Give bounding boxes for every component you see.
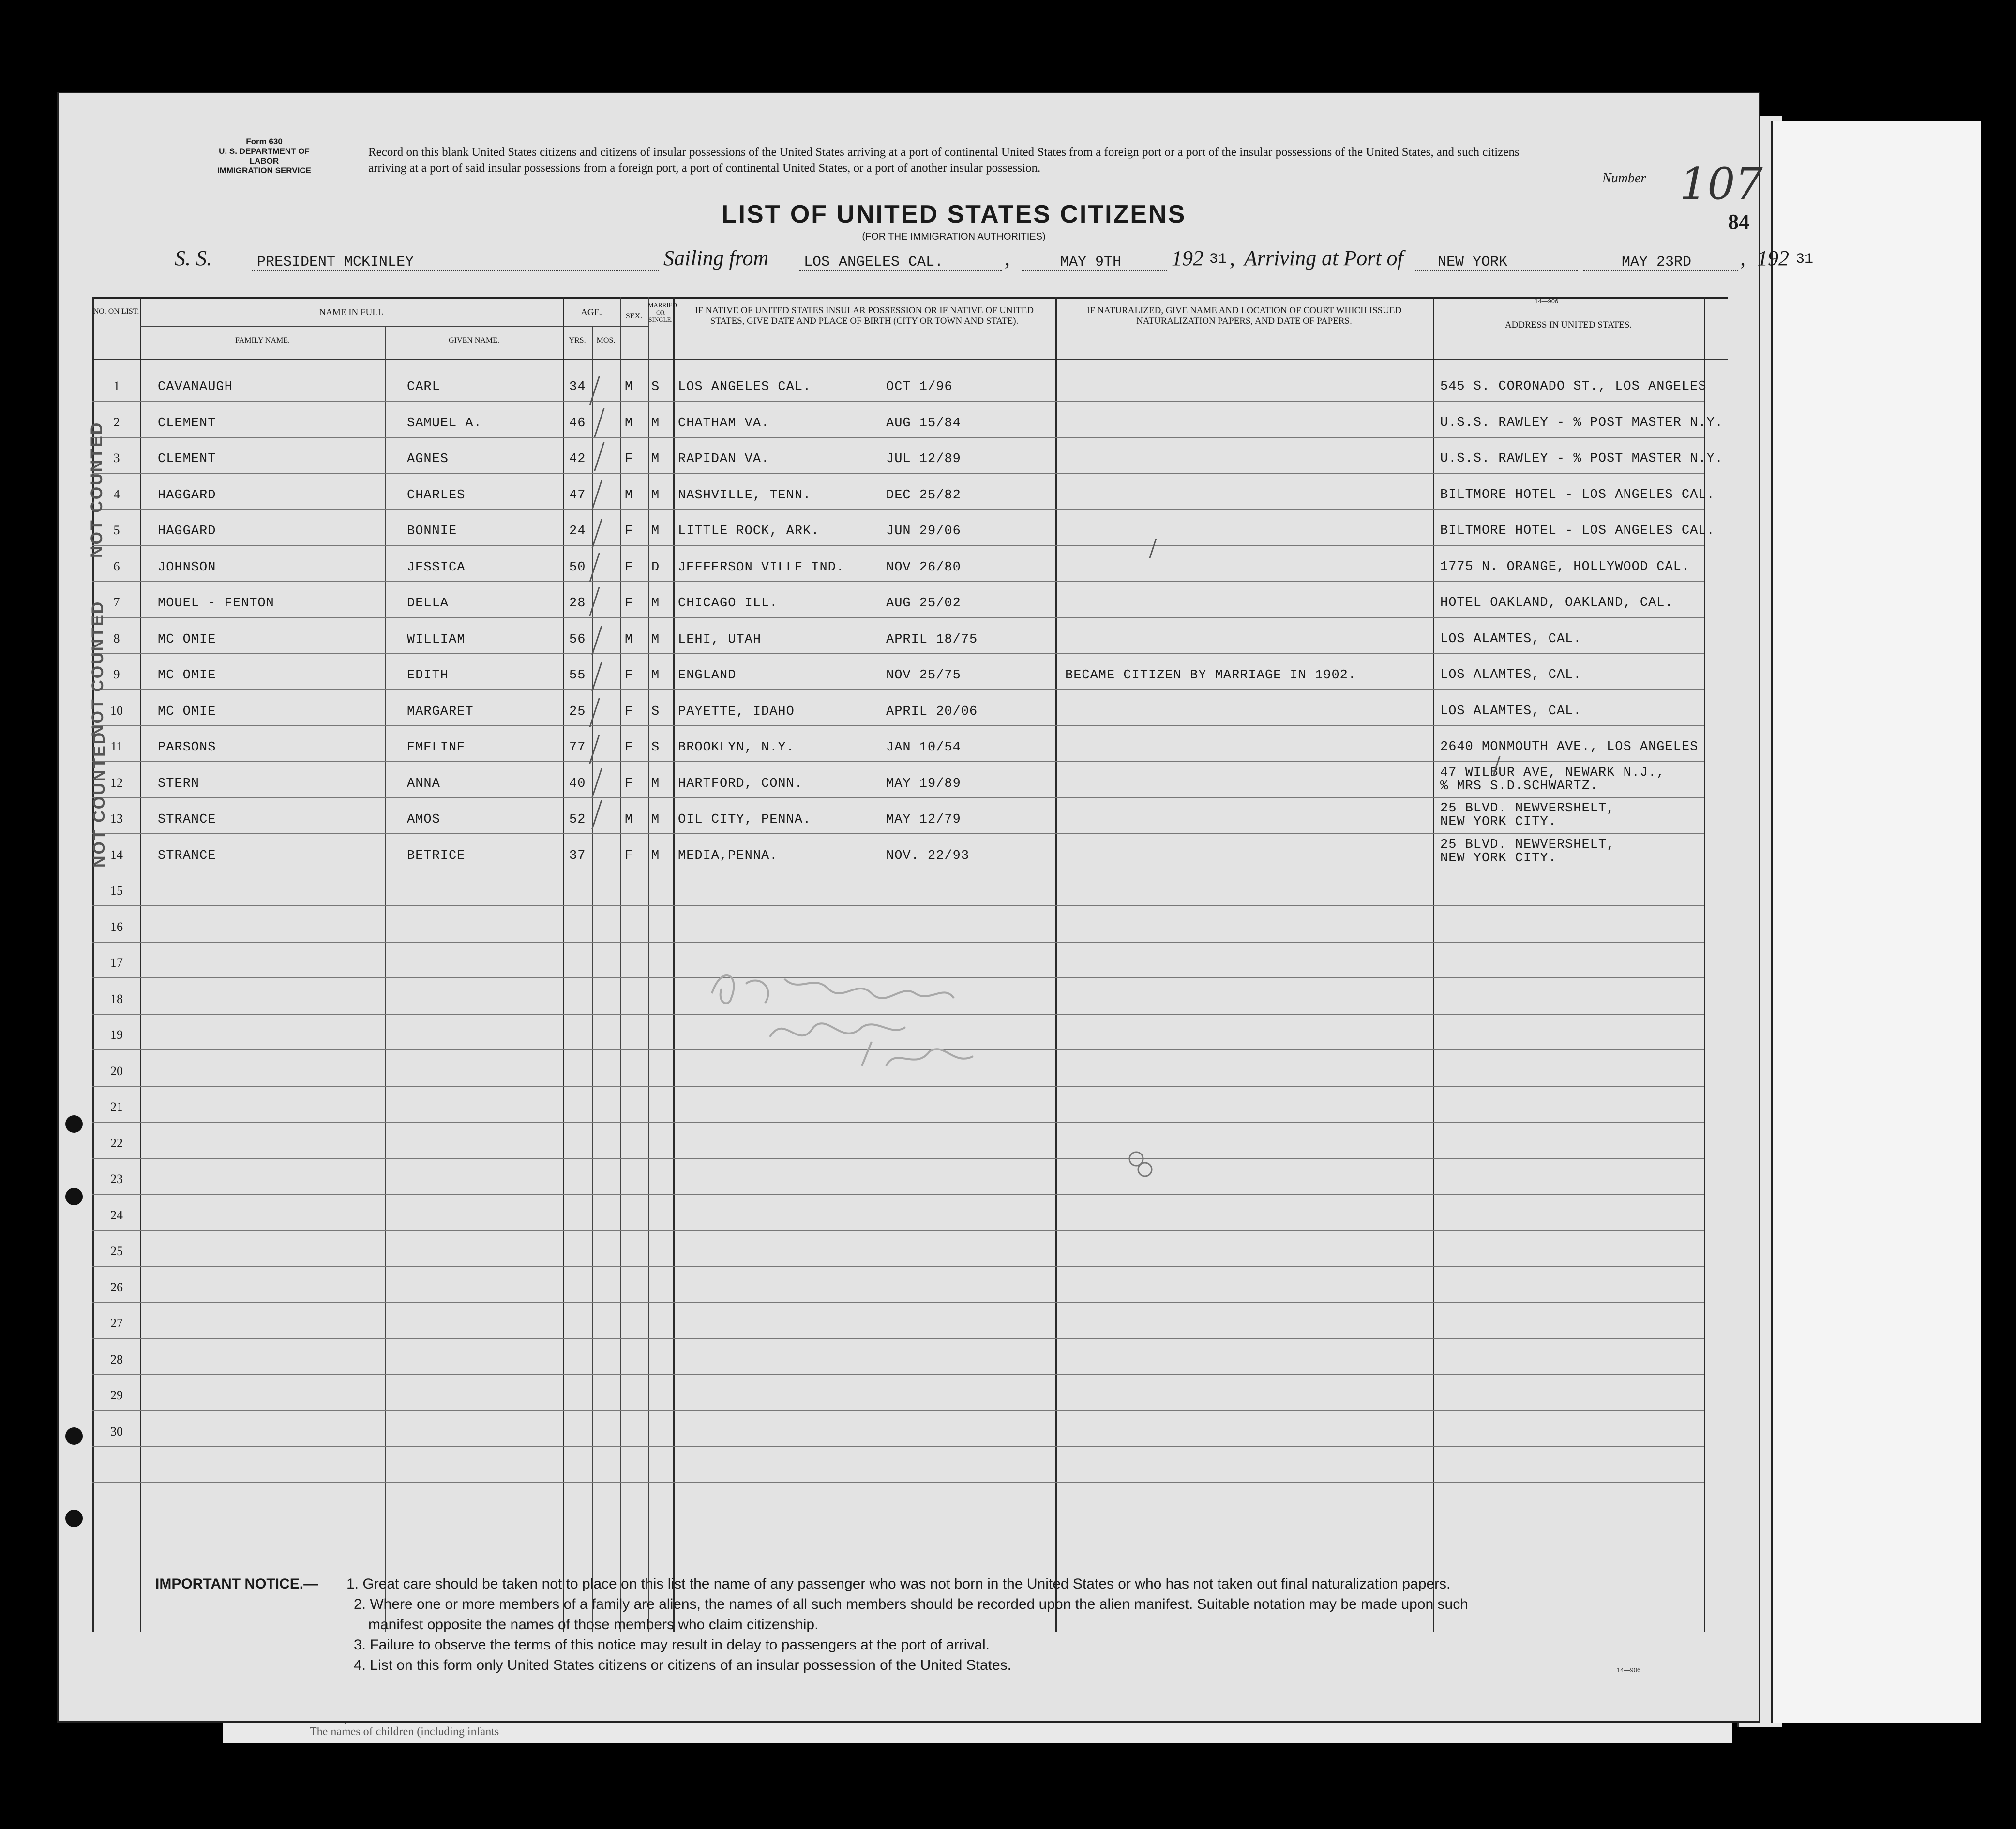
sex: F xyxy=(625,776,633,791)
empty-row-number: 24 xyxy=(110,1208,123,1222)
birth-date: JUN 29/06 xyxy=(886,524,961,539)
family-name: HAGGARD xyxy=(158,524,216,539)
us-address: LOS ALAMTES, CAL. xyxy=(1440,631,1582,646)
arrive-year-prefix: 192 xyxy=(1757,246,1789,270)
sailing-label: Sailing from xyxy=(663,246,769,270)
birth-place: LOS ANGELES CAL. xyxy=(678,380,812,394)
us-address: 25 BLVD. NEWVERSHELT, NEW YORK CITY. xyxy=(1440,801,1615,829)
empty-row-number: 27 xyxy=(110,1316,123,1330)
notice-item-1: 1. Great care should be taken not to place on this list the name of any passenger who was not born in the United States or who has not taken out final naturalization papers. xyxy=(346,1576,1451,1592)
sex: M xyxy=(625,812,633,827)
form-number: Form 630 xyxy=(246,137,283,146)
birth-place: LITTLE ROCK, ARK. xyxy=(678,524,820,539)
birth-place: NASHVILLE, TENN. xyxy=(678,488,812,503)
punch-hole xyxy=(65,1510,83,1527)
empty-row-number: 20 xyxy=(110,1064,123,1078)
header-age: AGE. xyxy=(581,307,602,317)
given-name: WILLIAM xyxy=(407,632,466,647)
family-name: CLEMENT xyxy=(158,416,216,431)
birth-place: JEFFERSON VILLE IND. xyxy=(678,560,845,575)
birth-place: RAPIDAN VA. xyxy=(678,452,770,466)
family-name: CLEMENT xyxy=(158,452,216,466)
to-port: NEW YORK xyxy=(1438,254,1508,270)
age-years: 52 xyxy=(569,812,586,827)
marital-status: S xyxy=(651,380,660,394)
row-rule xyxy=(92,1230,1704,1231)
service-name: IMMIGRATION SERVICE xyxy=(217,166,311,175)
us-address: U.S.S. RAWLEY - % POST MASTER N.Y. xyxy=(1440,415,1723,430)
row-rule xyxy=(92,1374,1704,1375)
ship-underline xyxy=(252,270,659,271)
marital-status: S xyxy=(651,704,660,719)
us-address: BILTMORE HOTEL - LOS ANGELES CAL. xyxy=(1440,524,1715,538)
row-rule xyxy=(92,905,1704,906)
empty-row-number: 30 xyxy=(110,1424,123,1439)
underlying-sheet-text: The names of children (including infants xyxy=(310,1725,499,1738)
naturalization-note: BECAME CITIZEN BY MARRIAGE IN 1902. xyxy=(1065,668,1357,683)
header-bottom-rule xyxy=(92,359,1728,360)
sex: M xyxy=(625,416,633,431)
from-underline xyxy=(799,270,1002,271)
header-married-single: MARRIED OR SINGLE. xyxy=(648,301,677,323)
marital-status: M xyxy=(651,596,660,611)
given-name: AMOS xyxy=(407,812,440,827)
empty-row-number: 23 xyxy=(110,1172,123,1186)
age-years: 77 xyxy=(569,740,586,755)
us-address: U.S.S. RAWLEY - % POST MASTER N.Y. xyxy=(1440,451,1723,466)
row-rule xyxy=(92,617,1704,618)
marital-status: M xyxy=(651,452,660,466)
birth-place: OIL CITY, PENNA. xyxy=(678,812,812,827)
marital-status: M xyxy=(651,632,660,647)
row-rule xyxy=(92,1302,1704,1303)
header-family-name: FAMILY NAME. xyxy=(235,336,290,345)
notice-item-3: 3. Failure to observe the terms of this notice may result in delay to passengers at the port of arrival. xyxy=(354,1637,990,1653)
sail-date: MAY 9TH xyxy=(1060,254,1122,270)
page-number: 84 xyxy=(1728,210,1749,234)
age-years: 34 xyxy=(569,380,586,394)
marital-status: M xyxy=(651,848,660,863)
age-years: 24 xyxy=(569,524,586,539)
sail-year-prefix: 192 xyxy=(1172,246,1204,270)
row-rule xyxy=(92,725,1704,726)
family-name: MC OMIE xyxy=(158,632,216,647)
row-rule xyxy=(92,509,1704,510)
notice-lead: IMPORTANT NOTICE.— xyxy=(155,1576,318,1592)
family-name: STRANCE xyxy=(158,848,216,863)
age-years: 56 xyxy=(569,632,586,647)
row-number: 9 xyxy=(113,667,120,681)
row-number: 4 xyxy=(113,487,120,501)
marital-status: M xyxy=(651,488,660,503)
empty-row-number: 19 xyxy=(110,1028,123,1042)
us-address: 545 S. CORONADO ST., LOS ANGELES xyxy=(1440,379,1707,394)
row-rule xyxy=(92,401,1704,402)
sex: F xyxy=(625,848,633,863)
family-name: HAGGARD xyxy=(158,488,216,503)
us-address: 1775 N. ORANGE, HOLLYWOOD CAL. xyxy=(1440,559,1690,574)
birth-place: MEDIA,PENNA. xyxy=(678,848,778,863)
sex: F xyxy=(625,452,633,466)
johnson-checkmark xyxy=(1130,539,1157,558)
us-address: LOS ALAMTES, CAL. xyxy=(1440,668,1582,682)
sex: M xyxy=(625,488,633,503)
row-rule xyxy=(92,653,1704,654)
empty-row-number: 26 xyxy=(110,1280,123,1294)
age-years: 55 xyxy=(569,668,586,683)
pencil-mark xyxy=(1126,1148,1159,1182)
sex: F xyxy=(625,560,633,575)
sex: F xyxy=(625,524,633,539)
row-rule xyxy=(92,473,1704,474)
empty-row-number: 29 xyxy=(110,1388,123,1402)
row-rule xyxy=(92,1122,1704,1123)
empty-row-number: 16 xyxy=(110,919,123,934)
header-name-in-full: NAME IN FULL xyxy=(319,307,384,317)
row-rule xyxy=(92,1338,1704,1339)
number-value: 107 xyxy=(1680,159,1763,210)
birth-date: MAY 12/79 xyxy=(886,812,961,827)
us-address: HOTEL OAKLAND, OAKLAND, CAL. xyxy=(1440,596,1673,610)
birth-place: CHATHAM VA. xyxy=(678,416,770,431)
arriving-label: Arriving at Port of xyxy=(1244,246,1403,270)
header-yrs: YRS. xyxy=(569,336,586,345)
notice-item-4: 4. List on this form only United States citizens or citizens of an insular possession of the United States. xyxy=(354,1657,1012,1673)
sex: M xyxy=(625,380,633,394)
row-number: 12 xyxy=(110,775,123,790)
arrive-year-suffix: 31 xyxy=(1796,251,1814,268)
birth-date: DEC 25/82 xyxy=(886,488,961,503)
row-rule xyxy=(92,797,1704,798)
birth-date: NOV 25/75 xyxy=(886,668,961,683)
row-number: 14 xyxy=(110,847,123,862)
voyage-line: S. S. PRESIDENT MCKINLEY Sailing from LOS ANGELES CAL. , MAY 9TH 192 31 , Arriving at Port of NEW YORK MAY 23RD , 192 31 xyxy=(175,246,1814,270)
row-number: 7 xyxy=(113,595,120,609)
birth-place: PAYETTE, IDAHO xyxy=(678,704,795,719)
row-number: 2 xyxy=(113,415,120,429)
family-name: STRANCE xyxy=(158,812,216,827)
sex: F xyxy=(625,740,633,755)
row-number: 10 xyxy=(110,703,123,718)
marital-status: D xyxy=(651,560,660,575)
empty-row-number: 18 xyxy=(110,991,123,1006)
row-rule xyxy=(92,581,1704,582)
given-name: EMELINE xyxy=(407,740,466,755)
margin-note-not-counted: NOT COUNTED xyxy=(90,731,108,868)
row-number: 8 xyxy=(113,631,120,645)
header-birth: IF NATIVE OF UNITED STATES INSULAR POSSESSION OR IF NATIVE OF UNITED STATES, GIVE DATE AND PLACE OF BIRTH (CITY OR TOWN AND STATE). xyxy=(695,305,1034,326)
empty-row-number: 25 xyxy=(110,1244,123,1258)
marital-status: M xyxy=(651,812,660,827)
age-years: 40 xyxy=(569,776,586,791)
us-address: BILTMORE HOTEL - LOS ANGELES CAL. xyxy=(1440,487,1715,502)
birth-date: NOV 26/80 xyxy=(886,560,961,575)
notice-printer-code: 14—906 xyxy=(1617,1666,1641,1674)
age-years: 47 xyxy=(569,488,586,503)
notice-item-2-cont: manifest opposite the names of those members who claim citizenship. xyxy=(368,1617,819,1633)
underlying-sheet xyxy=(1771,121,1981,1723)
header-given-name: GIVEN NAME. xyxy=(449,336,499,345)
birth-place: LEHI, UTAH xyxy=(678,632,762,647)
row-number: 13 xyxy=(110,811,123,825)
row-number: 6 xyxy=(113,559,120,573)
age-years: 25 xyxy=(569,704,586,719)
birth-place: HARTFORD, CONN. xyxy=(678,776,803,791)
row-rule xyxy=(92,1158,1704,1159)
sex: F xyxy=(625,596,633,611)
birth-date: OCT 1/96 xyxy=(886,380,953,394)
birth-date: APRIL 18/75 xyxy=(886,632,978,647)
row-rule xyxy=(92,1194,1704,1195)
family-name: MC OMIE xyxy=(158,668,216,683)
age-years: 28 xyxy=(569,596,586,611)
birth-place: CHICAGO ILL. xyxy=(678,596,778,611)
ss-label: S. S. xyxy=(175,246,212,270)
header-mos: MOS. xyxy=(596,336,616,345)
row-rule xyxy=(92,1482,1704,1483)
to-port-underline xyxy=(1414,270,1578,271)
document-subtitle: (FOR THE IMMIGRATION AUTHORITIES) xyxy=(862,231,1046,242)
age-years: 42 xyxy=(569,452,586,466)
family-name: CAVANAUGH xyxy=(158,380,233,394)
document-title: LIST OF UNITED STATES CITIZENS xyxy=(721,200,1187,228)
header-no: NO. ON LIST. xyxy=(93,307,139,315)
row-rule xyxy=(92,942,1704,943)
marital-status: M xyxy=(651,416,660,431)
birth-date: APRIL 20/06 xyxy=(886,704,978,719)
age-years: 50 xyxy=(569,560,586,575)
intro-text: Record on this blank United States citizens and citizens of insular possessions of the United States arriving at a port of continental United States from a foreign port or a port of the insular possessions of the United States, and such citizens arriving at a port of said insular possessions from a foreign port, a port of continental United States, or a port of another insular possession. xyxy=(368,146,1520,175)
sex: F xyxy=(625,668,633,683)
from-port: LOS ANGELES CAL. xyxy=(804,254,944,270)
ship-name: PRESIDENT MCKINLEY xyxy=(257,254,414,270)
printer-code-top: 14—906 xyxy=(1535,298,1559,305)
row-number: 3 xyxy=(113,451,120,465)
birth-date: AUG 25/02 xyxy=(886,596,961,611)
birth-date: JAN 10/54 xyxy=(886,740,961,755)
age-years: 37 xyxy=(569,848,586,863)
sail-date-underline xyxy=(1022,270,1167,271)
given-name: BONNIE xyxy=(407,524,457,539)
margin-note-not-counted: NOT COUNTED xyxy=(88,421,106,558)
us-address: LOS ALAMTES, CAL. xyxy=(1440,704,1582,719)
given-name: ANNA xyxy=(407,776,440,791)
header-address: ADDRESS IN UNITED STATES. xyxy=(1504,320,1632,330)
row-rule xyxy=(92,833,1704,834)
birth-date: NOV. 22/93 xyxy=(886,848,970,863)
empty-row-number: 17 xyxy=(110,956,123,970)
birth-place: BROOKLYN, N.Y. xyxy=(678,740,795,755)
given-name: BETRICE xyxy=(407,848,466,863)
row-rule xyxy=(92,689,1704,690)
number-label: Number xyxy=(1602,171,1646,186)
empty-row-number: 28 xyxy=(110,1352,123,1366)
sex: F xyxy=(625,704,633,719)
birth-place: ENGLAND xyxy=(678,668,737,683)
age-years: 46 xyxy=(569,416,586,431)
header-sex: SEX. xyxy=(625,312,643,320)
arrive-date-underline xyxy=(1583,270,1738,271)
margin-note-not-counted: NOT COUNTED xyxy=(89,600,107,737)
empty-row-number: 22 xyxy=(110,1136,123,1150)
row-rule xyxy=(92,545,1704,546)
us-address: 47 WILBUR AVE, NEWARK N.J., % MRS S.D.SCHWARTZ. xyxy=(1440,765,1665,794)
manifest-sheet xyxy=(57,92,1814,1723)
family-name: STERN xyxy=(158,776,200,791)
given-name: CHARLES xyxy=(407,488,466,503)
row-rule xyxy=(92,761,1704,762)
header-naturalized: IF NATURALIZED, GIVE NAME AND LOCATION OF COURT WHICH ISSUED NATURALIZATION PAPERS, AND DATE OF PAPERS. xyxy=(1086,305,1402,326)
row-number: 1 xyxy=(113,379,120,393)
given-name: EDITH xyxy=(407,668,449,683)
given-name: SAMUEL A. xyxy=(407,416,482,431)
empty-row-number: 21 xyxy=(110,1100,123,1114)
family-name: MC OMIE xyxy=(158,704,216,719)
birth-date: AUG 15/84 xyxy=(886,416,961,431)
notice-item-2: 2. Where one or more members of a family are aliens, the names of all such members should be recorded upon the alien manifest. Suitable notation may be made upon such xyxy=(354,1596,1468,1612)
given-name: MARGARET xyxy=(407,704,474,719)
row-number: 11 xyxy=(110,739,123,753)
us-address: 25 BLVD. NEWVERSHELT, NEW YORK CITY. xyxy=(1440,837,1615,866)
marital-status: M xyxy=(651,524,660,539)
family-name: PARSONS xyxy=(158,740,216,755)
given-name: AGNES xyxy=(407,452,449,466)
birth-date: JUL 12/89 xyxy=(886,452,961,466)
arrive-date: MAY 23RD xyxy=(1622,254,1692,270)
sex: M xyxy=(625,632,633,647)
family-name: MOUEL - FENTON xyxy=(158,596,274,611)
row-rule xyxy=(92,1446,1704,1447)
department-name: U. S. DEPARTMENT OF LABOR xyxy=(219,147,310,165)
punch-hole xyxy=(65,1115,83,1133)
row-rule xyxy=(92,1410,1704,1411)
family-name: JOHNSON xyxy=(158,560,216,575)
birth-date: MAY 19/89 xyxy=(886,776,961,791)
passenger-table xyxy=(92,297,1728,1642)
table-top-rule xyxy=(92,297,1728,299)
marital-status: S xyxy=(651,740,660,755)
us-address: 2640 MONMOUTH AVE., LOS ANGELES xyxy=(1440,740,1699,754)
row-rule xyxy=(92,437,1704,438)
row-number: 5 xyxy=(113,523,120,537)
punch-hole xyxy=(65,1427,83,1445)
given-name: CARL xyxy=(407,380,440,394)
form-id-block xyxy=(204,137,325,176)
row-rule xyxy=(92,1086,1704,1087)
given-name: DELLA xyxy=(407,596,449,611)
sail-year-suffix: 31 xyxy=(1209,251,1227,268)
inspector-signature xyxy=(702,955,1070,1080)
marital-status: M xyxy=(651,776,660,791)
marital-status: M xyxy=(651,668,660,683)
punch-hole xyxy=(65,1188,83,1205)
empty-row-number: 15 xyxy=(110,884,123,898)
given-name: JESSICA xyxy=(407,560,466,575)
row-rule xyxy=(92,1266,1704,1267)
